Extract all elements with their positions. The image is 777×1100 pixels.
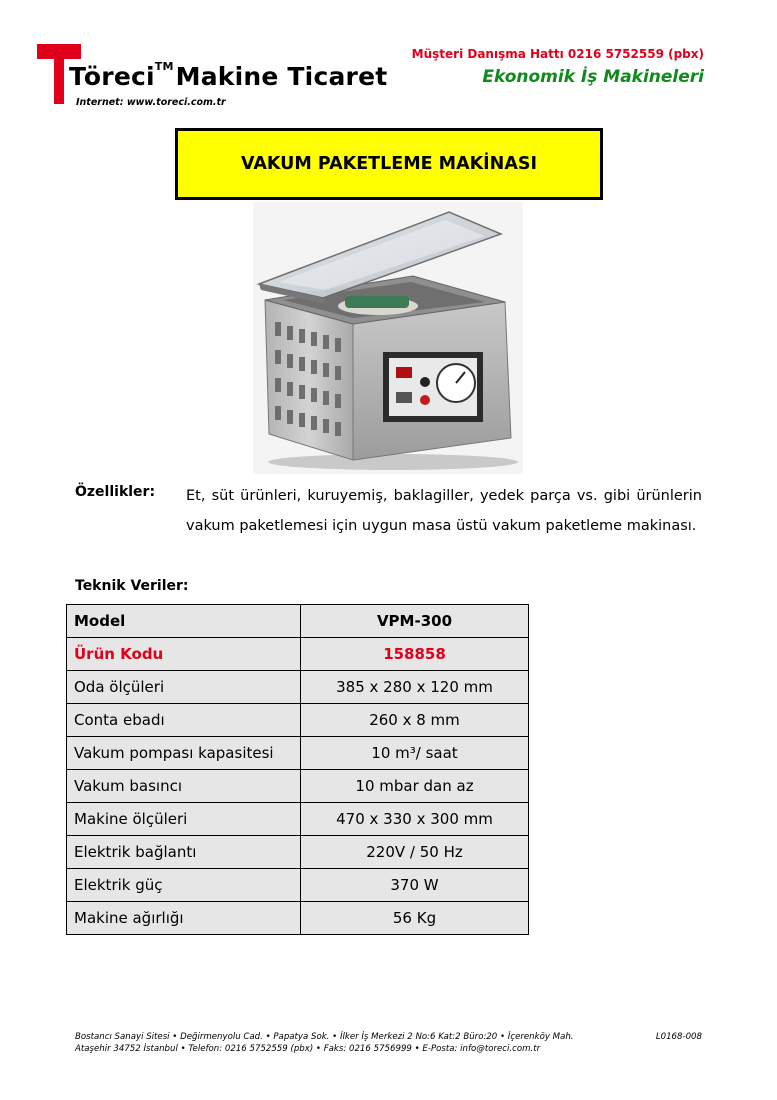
table-row bbox=[67, 605, 529, 638]
spec-value: 370 W bbox=[301, 869, 529, 902]
spec-table bbox=[66, 604, 529, 935]
table-row bbox=[67, 737, 529, 770]
document-code: L0168-008 bbox=[655, 1032, 702, 1042]
tech-specs-title: Teknik Veriler: bbox=[75, 578, 189, 594]
spec-key: Model bbox=[67, 605, 301, 638]
spec-key: Conta ebadı bbox=[67, 704, 301, 737]
title-box bbox=[175, 128, 603, 200]
footer-address: Bostancı Sanayi Sitesi • Değirmenyolu Cad. • Papatya Sok. • İlker İş Merkezi 2 No:6 Kat:2 Büro:20 • İçerenköy Mah. bbox=[75, 1032, 574, 1042]
brand-name: Töreci bbox=[69, 62, 155, 91]
features-label: Özellikler: bbox=[75, 484, 156, 500]
company-name bbox=[69, 62, 387, 91]
spec-value: 10 m³/ saat bbox=[301, 737, 529, 770]
spec-value: 385 x 280 x 120 mm bbox=[301, 671, 529, 704]
table-row bbox=[67, 803, 529, 836]
spec-value: 220V / 50 Hz bbox=[301, 836, 529, 869]
table-row bbox=[67, 704, 529, 737]
spec-value: 10 mbar dan az bbox=[301, 770, 529, 803]
spec-key: Ürün Kodu bbox=[67, 638, 301, 671]
footer-contact: Ataşehir 34752 İstanbul • Telefon: 0216 5752559 (pbx) • Faks: 0216 5756999 • E-Posta: info@toreci.com.tr bbox=[75, 1044, 541, 1054]
spec-key: Makine ölçüleri bbox=[67, 803, 301, 836]
brand-suffix: Makine Ticaret bbox=[175, 62, 388, 91]
spec-key: Makine ağırlığı bbox=[67, 902, 301, 935]
table-row bbox=[67, 671, 529, 704]
spec-value: VPM-300 bbox=[301, 605, 529, 638]
spec-value: 470 x 330 x 300 mm bbox=[301, 803, 529, 836]
spec-key: Elektrik güç bbox=[67, 869, 301, 902]
spec-value: 260 x 8 mm bbox=[301, 704, 529, 737]
table-row bbox=[67, 770, 529, 803]
features-description: Et, süt ürünleri, kuruyemiş, baklagiller, yedek parça vs. gibi ürünlerin vakum paketlemesi için uygun masa üstü vakum paketleme makinası. bbox=[186, 488, 702, 534]
website-link[interactable]: Internet: www.toreci.com.tr bbox=[76, 97, 226, 108]
table-row bbox=[67, 638, 529, 671]
table-row bbox=[67, 869, 529, 902]
spec-value: 56 Kg bbox=[301, 902, 529, 935]
customer-hotline: Müşteri Danışma Hattı 0216 5752559 (pbx) bbox=[411, 47, 704, 61]
spec-value: 158858 bbox=[301, 638, 529, 671]
product-image bbox=[253, 202, 523, 474]
spec-key: Vakum pompası kapasitesi bbox=[67, 737, 301, 770]
spec-key: Vakum basıncı bbox=[67, 770, 301, 803]
spec-key: Elektrik bağlantı bbox=[67, 836, 301, 869]
spec-key: Oda ölçüleri bbox=[67, 671, 301, 704]
trademark-mark: TM bbox=[154, 60, 174, 73]
company-slogan: Ekonomik İş Makineleri bbox=[482, 67, 704, 87]
table-row bbox=[67, 902, 529, 935]
page-title: VAKUM PAKETLEME MAKİNASI bbox=[241, 154, 537, 174]
table-row bbox=[67, 836, 529, 869]
